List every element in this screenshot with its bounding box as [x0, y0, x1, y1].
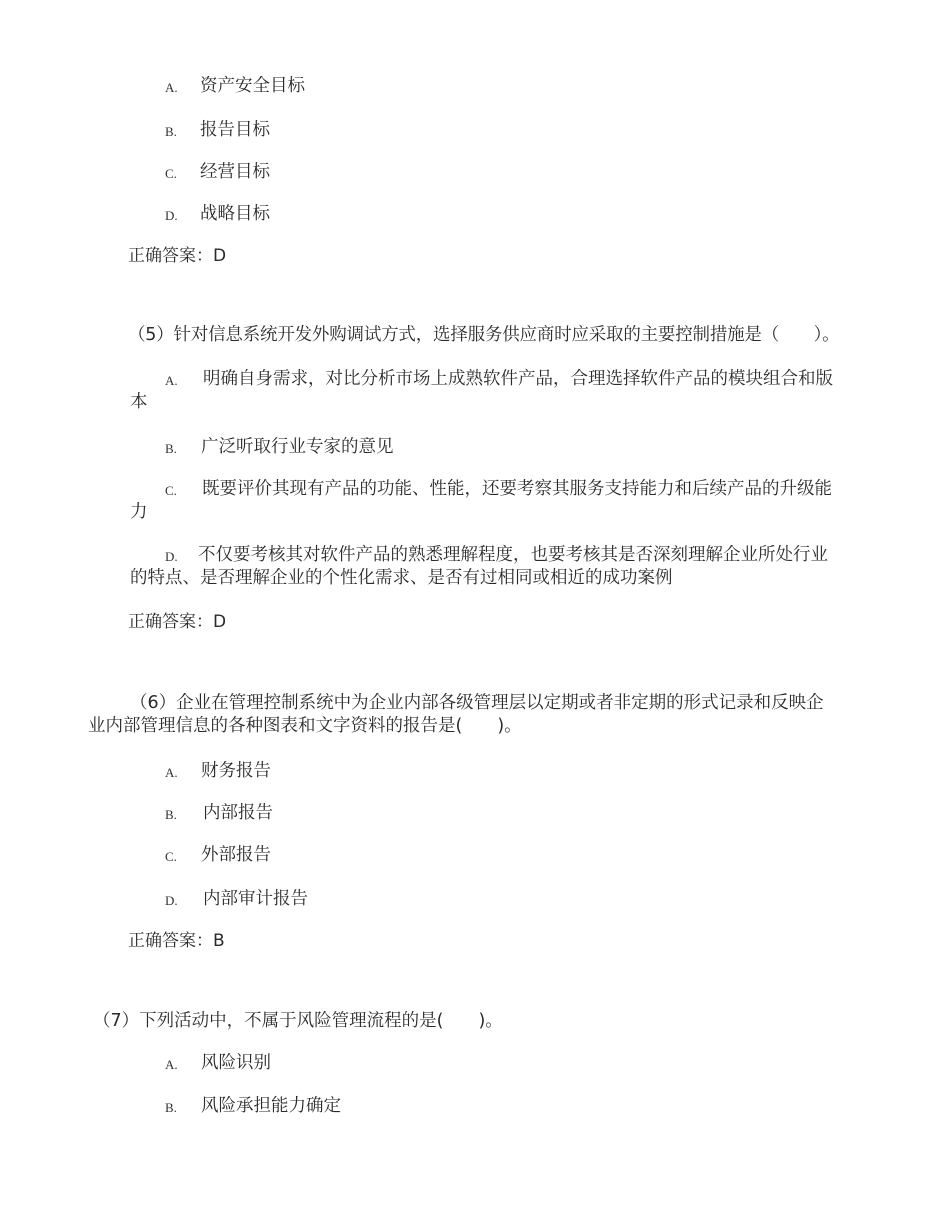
question-text-cont: 业内部管理信息的各种图表和文字资料的报告是( )。	[88, 716, 522, 736]
option-text: 外部报告	[201, 845, 271, 865]
question-text: （7）下列活动中，不属于风险管理流程的是( )。	[93, 1011, 503, 1031]
correct-answer: 正确答案：B	[128, 931, 225, 951]
option-label: A.	[165, 1057, 178, 1072]
correct-answer: 正确答案：D	[128, 612, 227, 632]
question-text: （6）企业在管理控制系统中为企业内部各级管理层以定期或者非定期的形式记录和反映企	[130, 693, 824, 713]
option-label: B.	[165, 124, 177, 139]
option-text: 资产安全目标	[200, 76, 305, 96]
correct-answer: 正确答案：D	[128, 246, 227, 266]
option-label: C.	[165, 483, 177, 498]
option-label: B.	[165, 1100, 177, 1115]
option-text: 不仅要考核其对软件产品的熟悉理解程度，也要考核其是否深刻理解企业所处行业	[198, 545, 828, 565]
option-text: 内部审计报告	[203, 889, 308, 909]
option-text: 财务报告	[201, 761, 271, 781]
option-text: 风险承担能力确定	[201, 1096, 341, 1116]
option-label: D.	[165, 549, 178, 564]
option-text: 广泛听取行业专家的意见	[201, 437, 394, 457]
option-text: 既要评价其现有产品的功能、性能，还要考察其服务支持能力和后续产品的升级能	[202, 479, 832, 499]
option-text: 报告目标	[200, 120, 270, 140]
option-label: A.	[165, 80, 178, 95]
option-label: C.	[165, 166, 177, 181]
option-text-cont: 本	[130, 392, 148, 412]
option-label: B.	[165, 807, 177, 822]
option-label: C.	[165, 849, 177, 864]
option-text: 风险识别	[201, 1053, 271, 1073]
option-label: D.	[165, 893, 178, 908]
question-text: （5）针对信息系统开发外购调试方式，选择服务供应商时应采取的主要控制措施是（ ）。	[128, 325, 840, 345]
option-text: 内部报告	[203, 803, 273, 823]
option-label: A.	[165, 373, 178, 388]
option-text-cont: 力	[130, 502, 148, 522]
option-label: A.	[165, 765, 178, 780]
option-label: D.	[165, 208, 178, 223]
option-text: 经营目标	[200, 162, 270, 182]
option-label: B.	[165, 441, 177, 456]
option-text-cont: 的特点、是否理解企业的个性化需求、是否有过相同或相近的成功案例	[130, 568, 673, 588]
option-text: 明确自身需求，对比分析市场上成熟软件产品，合理选择软件产品的模块组合和版	[203, 369, 833, 389]
option-text: 战略目标	[200, 204, 270, 224]
